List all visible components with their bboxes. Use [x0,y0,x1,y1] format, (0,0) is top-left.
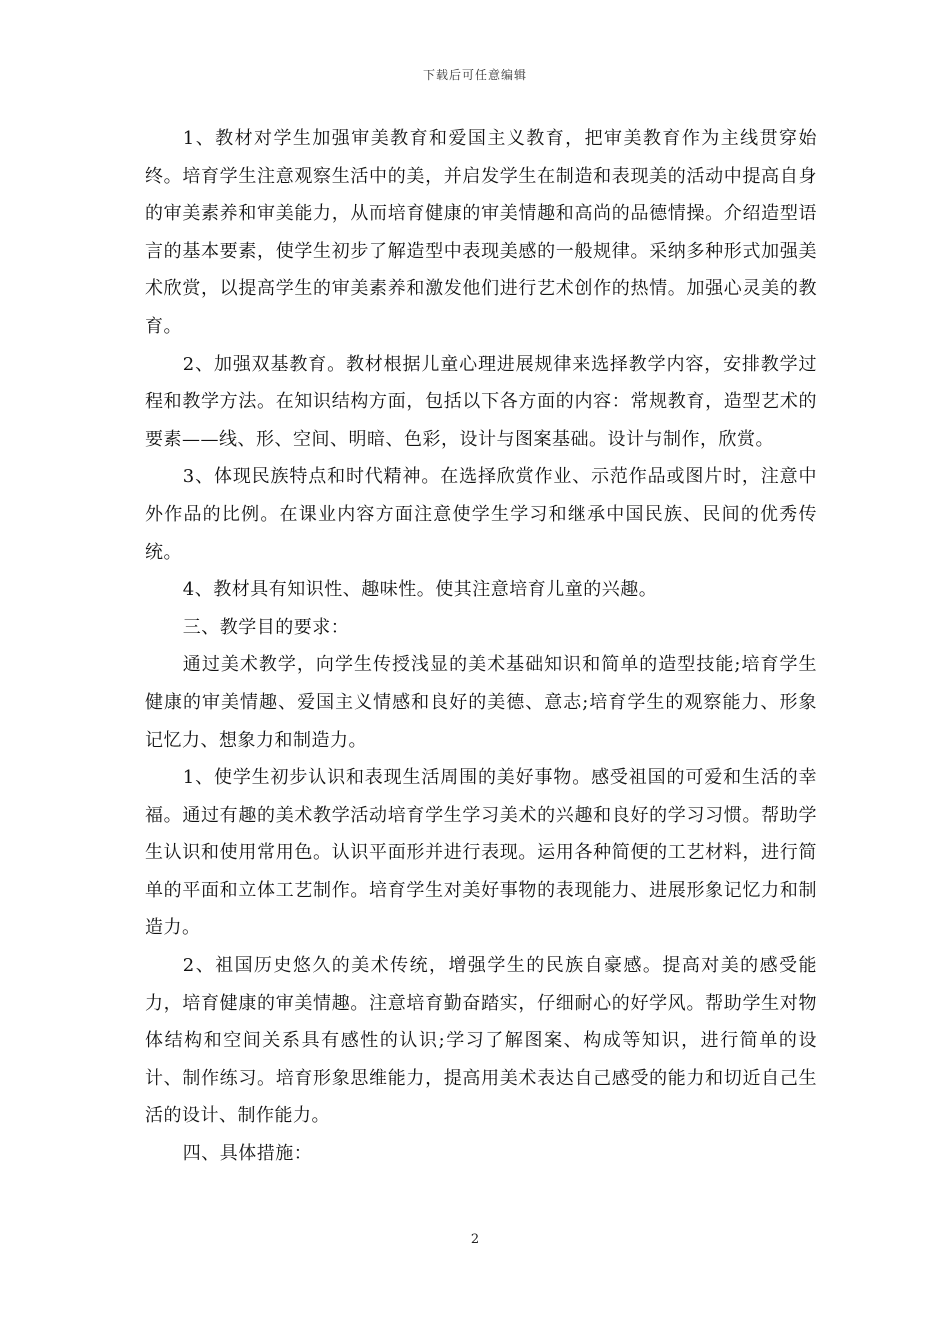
document-body [145,120,817,1173]
paragraph-goals-intro: 通过美术教学，向学生传授浅显的美术基础知识和简单的造型技能;培育学生健康的审美情趣、爱国主义情感和良好的美德、意志;培育学生的观察能力、形象记忆力、想象力和制造力。 [145,654,817,751]
paragraph-goal-two: 2、祖国历史悠久的美术传统，增强学生的民族自豪感。提高对美的感受能力，培育健康的审美情趣。注意培育勤奋踏实，仔细耐心的好学风。帮助学生对物体结构和空间关系具有感性的认识;学习了解图案、构成等知识，进行简单的设计、制作练习。培育形象思维能力，提高用美术表达自己感受的能力和切近自己生活的设计、制作能力。 [145,955,817,1127]
paragraph-interest: 4、教材具有知识性、趣味性。使其注意培育儿童的兴趣。 [182,579,658,601]
paragraph-national-features: 3、体现民族特点和时代精神。在选择欣赏作业、示范作品或图片时，注意中外作品的比例。在课业内容方面注意使学生学习和继承中国民族、民间的优秀传统。 [145,466,817,563]
paragraph-textbook-aesthetic: 1、教材对学生加强审美教育和爱国主义教育，把审美教育作为主线贯穿始终。培育学生注意观察生活中的美，并启发学生在制造和表现美的活动中提高自身的审美素养和审美能力，从而培育健康的审美情趣和高尚的品德情操。介绍造型语言的基本要素，使学生初步了解造型中表现美感的一般规律。采纳多种形式加强美术欣赏，以提高学生的审美素养和激发他们进行艺术创作的热情。加强心灵美的教育。 [145,128,817,337]
page-header: 下载后可任意编辑 [422,68,527,82]
section-heading-goals: 三、教学目的要求： [182,616,350,638]
section-heading-measures: 四、具体措施： [182,1143,313,1165]
paragraph-goal-one: 1、使学生初步认识和表现生活周围的美好事物。感受祖国的可爱和生活的幸福。通过有趣的美术教学活动培育学生学习美术的兴趣和良好的学习习惯。帮助学生认识和使用常用色。认识平面形并进行表现。运用各种简便的工艺材料，进行简单的平面和立体工艺制作。培育学生对美好事物的表现能力、进展形象记忆力和制造力。 [145,767,817,939]
paragraph-basic-education: 2、加强双基教育。教材根据儿童心理进展规律来选择教学内容，安排教学过程和教学方法。在知识结构方面，包括以下各方面的内容：常规教育，造型艺术的要素——线、形、空间、明暗、色彩，设计与图案基础。设计与制作，欣赏。 [145,353,817,450]
page-number: 2 [470,1232,480,1247]
